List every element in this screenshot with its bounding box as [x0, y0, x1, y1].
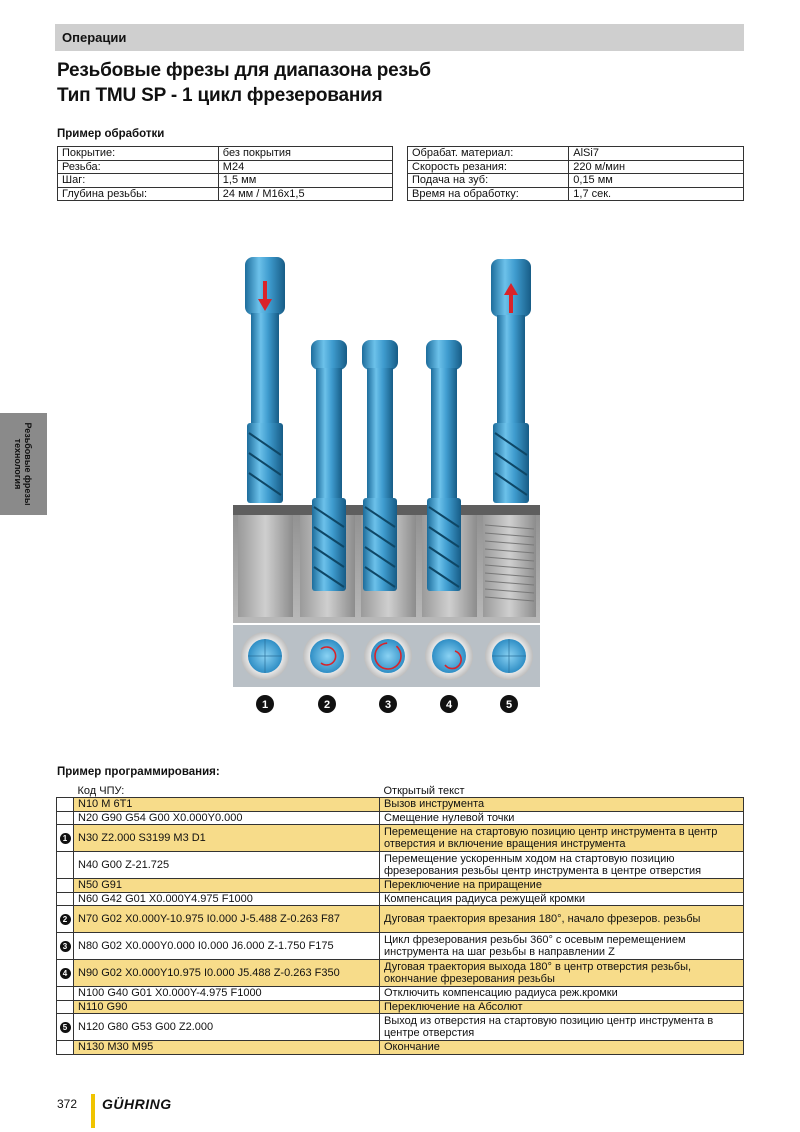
param-label: Подача на зуб:: [408, 174, 569, 188]
plain-text: Окончание: [380, 1041, 744, 1055]
program-row: [57, 798, 744, 812]
program-row: [57, 892, 744, 906]
top-view-1: [241, 632, 289, 680]
step-number-2: 2: [323, 699, 331, 711]
page-title-line-1: Резьбовые фрезы для диапазона резьб: [57, 60, 431, 81]
program-row: [57, 852, 744, 879]
param-label: Шаг:: [58, 174, 219, 188]
program-heading: Пример программирования:: [57, 766, 220, 778]
plain-text: Цикл фрезерования резьбы 360° с осевым перемещением инструмента на шаг резьбы в направлении Z: [380, 933, 744, 960]
side-tab-line-1: Резьбовые фрезы: [23, 422, 33, 506]
param-label: Покрытие:: [58, 147, 219, 161]
nc-code: N70 G02 X0.000Y-10.975 I0.000 J-5.488 Z-0.263 F87: [74, 906, 380, 933]
plain-text: Перемещение ускоренным ходом на стартовую позицию фрезерования резьбы центр инструмента в центре отверстия: [380, 852, 744, 879]
program-row: [57, 987, 744, 1001]
nc-code: N80 G02 X0.000Y0.000 I0.000 J6.000 Z-1.750 F175: [74, 933, 380, 960]
hole-1: [238, 515, 293, 617]
plain-text: Компенсация радиуса режущей кромки: [380, 892, 744, 906]
nc-code: N50 G91: [74, 879, 380, 893]
program-row: [57, 811, 744, 825]
nc-code: N100 G40 G01 X0.000Y-4.975 F1000: [74, 987, 380, 1001]
param-value: 24 мм / M16x1,5: [218, 187, 392, 201]
program-row: [57, 1000, 744, 1014]
page-number: 372: [57, 1097, 78, 1111]
hole-5: [483, 515, 536, 617]
plain-text: Вызов инструмента: [380, 798, 744, 812]
top-view-4: [425, 632, 473, 680]
param-row: [58, 174, 393, 188]
example-heading: Пример обработки: [57, 128, 165, 140]
brand-logo: GÜHRING: [102, 1096, 172, 1112]
step-number-5: 5: [505, 699, 513, 711]
tool-4: [426, 340, 462, 591]
param-row: [408, 174, 744, 188]
param-row: [408, 160, 744, 174]
side-tab[interactable]: [0, 413, 47, 515]
program-row: [57, 960, 744, 987]
footer-accent-bar: [91, 1094, 95, 1128]
program-row: [57, 906, 744, 933]
nc-code: N40 G00 Z-21.725: [74, 852, 380, 879]
plain-text: Перемещение на стартовую позицию центр инструмента в центр отверстия и включение вращения инструмента: [380, 825, 744, 852]
step-number-3: 3: [384, 699, 392, 711]
param-value: M24: [218, 160, 392, 174]
plain-text: Переключение на Абсолют: [380, 1000, 744, 1014]
nc-code: N110 G90: [74, 1000, 380, 1014]
param-value: 1,7 сек.: [569, 187, 744, 201]
param-label: Обрабат. материал:: [408, 147, 569, 161]
plain-text: Выход из отверстия на стартовую позицию центр инструмента в центре отверстия: [380, 1014, 744, 1041]
plain-text: Смещение нулевой точки: [380, 811, 744, 825]
plain-text: Отключить компенсацию радиуса реж.кромки: [380, 987, 744, 1001]
program-table: [56, 784, 744, 1055]
tool-2: [311, 340, 347, 591]
tool-3: [362, 340, 398, 591]
nc-code: N30 Z2.000 S3199 M3 D1: [74, 825, 380, 852]
step-badge: 2: [60, 914, 71, 925]
section-title: Операции: [62, 30, 127, 45]
nc-code: N10 M 6T1: [74, 798, 380, 812]
param-value: без покрытия: [218, 147, 392, 161]
param-value: AlSi7: [569, 147, 744, 161]
milling-steps-illustration: [233, 255, 540, 720]
nc-code: N60 G42 G01 X0.000Y4.975 F1000: [74, 892, 380, 906]
param-label: Резьба:: [58, 160, 219, 174]
nc-code: N120 G80 G53 G00 Z2.000: [74, 1014, 380, 1041]
section-header-bar: [55, 24, 744, 51]
param-value: 220 м/мин: [569, 160, 744, 174]
program-row: [57, 1014, 744, 1041]
nc-code: N130 M30 M95: [74, 1041, 380, 1055]
plain-text: Дуговая траектория выхода 180° в центр отверстия резьбы, окончание фрезерования резьбы: [380, 960, 744, 987]
program-row: [57, 1041, 744, 1055]
program-row: [57, 825, 744, 852]
params-table-right: [407, 146, 744, 201]
nc-code: N90 G02 X0.000Y10.975 I0.000 J5.488 Z-0.263 F350: [74, 960, 380, 987]
param-row: [408, 147, 744, 161]
step-badge: 5: [60, 1022, 71, 1033]
top-view-5: [485, 632, 533, 680]
step-number-4: 4: [445, 699, 453, 711]
column-header-text: Открытый текст: [380, 784, 744, 798]
param-row: [58, 147, 393, 161]
param-row: [408, 187, 744, 201]
column-header-code: Код ЧПУ:: [74, 784, 380, 798]
param-value: 0,15 мм: [569, 174, 744, 188]
param-label: Глубина резьбы:: [58, 187, 219, 201]
param-label: Время на обработку:: [408, 187, 569, 201]
step-badge: 3: [60, 941, 71, 952]
top-view-3: [364, 632, 412, 680]
params-table-left: [57, 146, 393, 201]
nc-code: N20 G90 G54 G00 X0.000Y0.000: [74, 811, 380, 825]
param-value: 1,5 мм: [218, 174, 392, 188]
param-row: [58, 187, 393, 201]
param-row: [58, 160, 393, 174]
program-row: [57, 933, 744, 960]
step-badge: 4: [60, 968, 71, 979]
program-row: [57, 879, 744, 893]
page-title-line-2: Тип TMU SP - 1 цикл фрезерования: [57, 85, 383, 106]
param-label: Скорость резания:: [408, 160, 569, 174]
step-badge: 1: [60, 833, 71, 844]
top-view-2: [303, 632, 351, 680]
plain-text: Переключение на приращение: [380, 879, 744, 893]
plain-text: Дуговая траектория врезания 180°, начало фрезеров. резьбы: [380, 906, 744, 933]
step-number-1: 1: [261, 699, 269, 711]
side-tab-line-2: технология: [13, 438, 23, 490]
